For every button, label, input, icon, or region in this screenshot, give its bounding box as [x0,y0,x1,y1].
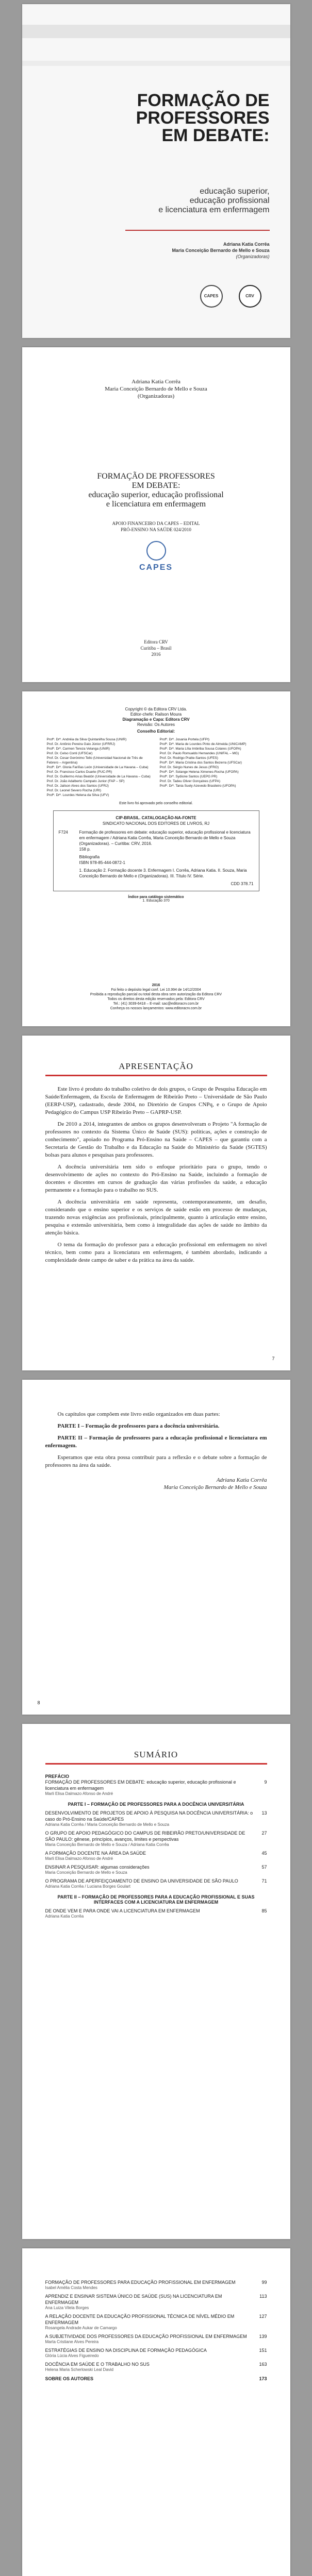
cip-bibliography: Bibliografia [79,855,100,859]
toc-entry-page: 45 [261,1851,267,1856]
cover-subtitle [158,187,269,215]
cover-title [136,92,270,144]
toc-entry-author: Adriana Katia Corrêa / Maria Conceição Bernardo de Mello e Souza [45,1822,170,1827]
title-page-author: Maria Conceição Bernardo de Mello e Souza [105,386,207,392]
toc-entry[interactable] [45,2333,267,2340]
cip-pages: 158 p. [79,847,91,852]
toc-entry[interactable] [45,1810,267,1822]
title-page-imprint [22,639,290,657]
toc-entry[interactable] [45,1779,267,1791]
cover-subtitle-line: educação profissional [189,196,270,205]
toc-entry-title: FORMAÇÃO DE PROFESSORES EM DEBATE: educação superior, educação profissional e licenciatura em enfermagem [45,1780,236,1791]
toc-entry-author: Marli Elisa Dalmazo Afonso de André [45,1791,113,1796]
council-member: Prof. Dr. Leonel Severo Rocha (URI) [46,789,101,792]
council-member: Profª. Drª. Solange Helena Ximenes-Rocha (UFOPA) [159,770,239,774]
capes-emblem-icon [146,541,166,561]
toc-continued-body [22,2248,290,2382]
footer-line: Proibida a reprodução parcial ou total desta obra sem autorização da Editora CRV [90,993,222,996]
presentation-continued-page [22,1380,290,1715]
cip-subtitle: SINDICATO NACIONAL DOS EDITORES DE LIVROS, RJ [102,821,210,826]
toc-entry-author: Isabel Amélia Costa Mendes [45,2285,97,2290]
toc-entry-page: 57 [261,1865,267,1870]
council-member: Profª. Drª. Maria Lília Imbiriba Sousa Colares (UFOPA) [159,747,241,751]
footer-line: Foi feito o depósito legal conf. Lei 10.994 de 14/12/2004 [111,988,201,992]
toc-entry[interactable] [45,2361,267,2367]
council-left-column [47,737,153,798]
cover-mid-stripe [22,61,290,66]
signatures [45,1477,267,1491]
title-page-role: (Organizadoras) [137,393,175,399]
toc-entry-title: FORMAÇÃO DE PROFESSORES PARA EDUCAÇÃO PROFISSIONAL EM ENFERMAGEM [45,2280,236,2285]
toc-entry-page: 113 [259,2294,267,2299]
signature: Maria Conceição Bernardo de Mello e Souza [163,1484,267,1490]
council-member: Prof. Dr. Jailson Alves dos Santos (UFRJ) [46,784,109,788]
cip-subjects: 1. Educação 2. Formação docente 3. Enfermagem I. Corrêa, Adriana Katia. II. Souza, Maria Conceição Bernardo de Mello e (Organizadoras). III. Título IV. Série. [79,868,247,878]
title-page-authors [22,378,290,400]
isbn: ISBN 978-85-444-0872-1 [79,860,125,865]
toc-entry-title: O GRUPO DE APOIO PEDAGÓGICO DO CAMPUS DE RIBEIRÃO PRETO/UNIVERSIDADE DE SÃO PAULO: gênese, princípios, avanços, limites e perspectivas [45,1831,245,1842]
toc-entry-title: A FORMAÇÃO DOCENTE NA ÁREA DA SAÚDE [45,1851,146,1856]
council-member: Prof. Dr. Francisco Carlos Duarte (PUC-PR) [46,770,112,774]
council-member: Prof. Dr. Cesar Gerónimo Tello (Universidad Nacional de Três de Febrero – Argentina) [46,756,143,765]
council-member: Profª. Drª. Tania Suely Azevedo Brasileiro (UFOPA) [159,784,236,788]
cover-top-stripe [22,25,290,38]
copyright-line: Editor-chefe: Railson Moura [130,712,182,717]
council-heading: Conselho Editorial: [137,729,175,734]
closing-paragraph: Esperamos que esta obra possa contribuir para a reflexão e o debate sobre a formação de professores na área da saúde. [45,1454,267,1468]
cover-author: Maria Conceição Bernardo de Mello e Souza [172,248,270,253]
footer-line: Conheça os nossos lançamentos: www.editoracrv.com.br [110,1007,202,1010]
cover-divider [125,230,270,231]
title-page-title [22,472,290,509]
cover-subtitle-line: educação superior, [200,187,270,196]
toc-entry-author: Rosangela Andrade Aukar de Camargo [45,2326,117,2330]
cdd: CDD 378.71 [231,882,254,886]
council-member: Prof. Dr. Paulo Romualdo Hernandes (UNIFAL – MG) [159,752,239,755]
toc-part-heading: PARTE I – FORMAÇÃO DE PROFESSORES PARA A DOCÊNCIA UNIVERSITÁRIA [68,1802,244,1807]
cover-role: (Organizadoras) [236,254,270,259]
cip-box [53,810,259,891]
toc-entry-author: Adriana Katia Corrêa [45,1914,84,1919]
toc-entry-page: 71 [261,1878,267,1884]
title-page-title-line: FORMAÇÃO DE PROFESSORES [97,472,215,481]
presentation-paragraph: O tema da formação do professor para a educação profissional em enfermagem no nível técnico, bem como para a licenciatura em enfermagem, é também abordado, indicando a complexidade deste campo de saber e da prática na área da saúde. [45,1242,267,1263]
toc-entry-author: Marli Elisa Dalmazo Afonso de André [45,1856,113,1861]
capes-wordmark: CAPES [139,563,173,572]
cover-subtitle-line: e licenciatura em enfermagem [158,206,270,214]
toc-page [22,1724,290,2239]
council-member: Prof. Dr. Guillermo Arias Beatón (Universidade de La Havana – Cuba) [46,775,151,778]
toc-entry-title: SOBRE OS AUTORES [45,2376,94,2381]
toc-entry-author: Adriana Katia Corrêa / Luciana Borges Goulart [45,1884,130,1889]
footer-year: 2016 [152,984,160,987]
presentation-paragraph: A docência universitária tem sido o enfoque prioritário para o grupo, tendo o desenvolvimento de ações no contexto do Pró-Ensino na Saúde, incluindo a formação de docentes e discentes em cursos de graduação das várias profissões da saúde, a educação permanente e a formação para o trabalho no SUS. [45,1164,267,1193]
presentation-continued-body [22,1380,290,1491]
part-two-line: PARTE II – Formação de professores para a educação profissional e licenciatura em enfermagem. [45,1435,267,1449]
council-member: Profª. Drª. Carmen Tereza Velanga (UNIR) [46,747,110,751]
title-page-title-line: educação superior, educação profissional [88,490,224,499]
council-member: Profª. Drª. Josania Portela (UFPI) [159,738,210,741]
toc-entry-author: Ana Luiza Vilela Borges [45,2306,89,2310]
toc-entry-page: 173 [259,2376,267,2381]
cover-page [22,4,290,338]
toc-entry-page: 27 [261,1831,267,1836]
index-title: Índice para catálogo sistemático [128,895,184,899]
capes-block [22,541,290,572]
legal-footer [22,983,290,1011]
preface-label: PREFÁCIO [45,1774,70,1779]
copyright-line: Revisão: Os Autores [137,722,175,727]
council-member: Prof. Dr. Sérgio Nunes de Jesus (IFRO) [159,766,219,769]
presentation-paragraph: A docência universitária em saúde representa, contemporaneamente, um desafio, considerando que o ensino superior e os serviços de saúde estão em processo de mudanças, trazendo novas exigências aos profissionais, principalmente, quanto à articulação entre ensino, pesquisa e extensão universitária, bem como à integralidade das ações de saúde no âmbito da atenção básica. [45,1199,267,1236]
crv-logo [239,285,261,308]
cover-title-line: FORMAÇÃO DE [137,91,270,110]
year: 2016 [151,652,161,657]
footer-line: Todos os direitos desta edição reservados pela: Editora CRV [107,997,205,1001]
presentation-heading: APRESENTAÇÃO [119,1061,193,1071]
copyright-line: Copyright © da Editora CRV Ltda. [125,707,187,711]
presentation-paragraph: Este livro é produto do trabalho coletivo de dois grupos, o Grupo de Pesquisa Educação em Saúde/Enfermagem, da Escola de Enfermagem de Ribeirão Preto – Universidade de São Paulo (EERP-USP), cadastrado, desde 2004, no Diretório de Grupos CNPq, e o Grupo de Apoio Pedagógico do Campus USP Ribeirão Preto – GAPRP-USP. [45,1086,267,1115]
council-member: Profª. Drª. Maria de Lourdes Pinto de Almeida (UNICAMP) [159,742,247,746]
toc-entry-author: Glória Lúcia Alves Figueiredo [45,2353,99,2358]
toc-entry-page: 163 [259,2362,267,2367]
copyright-page [22,691,290,1026]
council-member: Profª. Drª. Gloria Fariñas León (Universidade de La Havana – Cuba) [46,766,149,769]
title-page-title-line: e licenciatura em enfermagem [106,500,206,509]
toc-entry[interactable] [45,2293,267,2306]
presentation-paragraph: De 2010 a 2014, integrantes de ambos os grupos desenvolveram o Projeto "A formação de professores no contexto da Sistema Único de Saúde (SUS): políticas, ações e construção de conhecimento", apoiado no Programa Pró-Ensino na Saúde – CAPES – que garantiu com a Secretaria de Gestão do Trabalho e da Educação na Saúde do Ministério da Saúde (SGTES) bolsas para alunos e pesquisas para professores. [45,1121,267,1158]
title-page-title-line: EM DEBATE: [132,481,180,490]
toc-entry[interactable] [45,1878,267,1884]
city: Curitiba – Brasil [140,646,172,651]
toc-entry-author: Marta Cristiane Alves Pereira [45,2340,99,2344]
title-page-author: Adriana Katia Corrêa [132,379,180,385]
parts-intro: Os capítulos que compõem este livro estão organizados em duas partes: [57,1411,220,1417]
editorial-council [22,734,290,798]
copyright-header [22,707,290,734]
presentation-body [22,1076,290,1264]
toc-entry-page: 85 [261,1908,267,1913]
toc-entry-title: A SUBJETIVIDADE DOS PROFESSORES DA EDUCAÇÃO PROFISSIONAL EM ENFERMAGEM [45,2334,247,2339]
toc-continued-page [22,2248,290,2576]
toc-entry-page: 99 [261,2280,267,2285]
council-member: Profª. Drª. Sydione Santos (UEPG PR) [159,775,218,778]
toc-heading: SUMÁRIO [134,1750,178,1759]
toc-entry[interactable] [45,2347,267,2353]
cip-body: Formação de professores em debate: educação superior, educação profissional e licenciatura em enfermagem / Adriana Katia Corrêa, Maria Conceição Bernardo de Mello e Souza (Organizadoras). – Curitiba: CRV, 2016. [79,830,251,846]
title-page [22,347,290,682]
toc-entry[interactable] [45,2279,267,2285]
capes-logo [200,285,223,308]
approval-note: Este livro foi aprovado pelo conselho editorial. [119,802,193,805]
publisher: Editora CRV [144,639,168,645]
council-member: Prof. Dr. Celso Conti (UFSCar) [46,752,93,755]
index-item: 1. Educação 370 [142,899,170,903]
capes-logo-text: CAPES [204,294,219,298]
toc-entry[interactable] [45,1908,267,1914]
council-member: Prof. Dr. Antônio Pereira Gaio Júnior (UFRRJ) [46,742,116,746]
toc-entry-title: DOCÊNCIA EM SAÚDE E O TRABALHO NO SUS [45,2362,150,2367]
toc-entry-title: A RELAÇÃO DOCENTE DA EDUCAÇÃO PROFISSIONAL TÉCNICA DE NÍVEL MÉDIO EM ENFERMAGEM [45,2314,235,2325]
council-member: Prof. Dr. Tadeu Oliver Gonçalves (UFPA) [159,779,221,783]
toc-entry-page: 127 [259,2314,267,2319]
toc-entry-title: DE ONDE VEM E PARA ONDE VAI A LICENCIATURA EM ENFERMAGEM [45,1908,200,1913]
toc-entry-page: 151 [259,2348,267,2353]
cover-title-line: PROFESSORES [136,108,270,128]
toc-entry-page: 139 [259,2334,267,2339]
toc-entry-page: 13 [261,1810,267,1816]
cover-authors [172,241,269,260]
toc-entry-title: ESTRATÉGIAS DE ENSINO NA DISCIPLINA DE FORMAÇÃO PEDAGÓGICA [45,2348,207,2353]
page-number: 7 [272,1356,275,1361]
toc-part-heading: PARTE II – FORMAÇÃO DE PROFESSORES PARA A EDUCAÇÃO PROFISSIONAL E SUAS INTERFACES COM A LICENCIATURA EM ENFERMAGEM [57,1894,255,1905]
part-one-line: PARTE I – Formação de professores para a docência universitária. [57,1423,220,1429]
council-right-column [160,737,266,798]
toc-entry-author: Maria Conceição Bernardo de Mello e Souza [45,1870,127,1875]
toc-entry-title: O PROGRAMA DE APERFEIÇOAMENTO DE ENSINO DA UNIVERSIDADE DE SÃO PAULO [45,1878,238,1884]
council-member: Profª. Drª. Lourdes Helena da Silva (UFV) [46,793,109,797]
footer-line: Tel.: (41) 3039-6418 – E-mail: sac@editoracrv.com.br [113,1002,199,1006]
toc-entry-author: Maria Conceição Bernardo de Mello e Souza / Adriana Katia Corrêa [45,1842,169,1847]
cover-title-line: EM DEBATE: [161,126,270,145]
toc-body [22,1765,290,1919]
toc-entry[interactable] [45,1830,267,1842]
presentation-page [22,1036,290,1370]
support-line: PRÓ-ENSINO NA SAÚDE 024/2010 [121,527,191,532]
page-number: 8 [37,1700,40,1705]
signature: Adriana Katia Corrêa [216,1477,267,1483]
cip-code: F724 [58,830,68,835]
council-member: Prof. Dr. João Adalberto Campato Junior (FAP – SP) [46,779,125,783]
toc-entry-title: ENSINAR A PESQUISAR: algumas considerações [45,1865,150,1870]
council-member: Prof. Dr. Rodrigo Pratte-Santos (UFES) [159,756,218,760]
toc-entry-author: Helena Maria Scherlowski Leal David [45,2367,114,2372]
council-member: Profª. Drª. Andréia da Silva Quintanilha Sousa (UNIR) [46,738,127,741]
support-line: APOIO FINANCEIRO DA CAPES – EDITAL [112,521,200,526]
cover-author: Adriana Katia Corrêa [223,242,270,247]
crv-logo-text: CRV [245,294,254,298]
toc-entry[interactable] [45,1864,267,1870]
toc-entry-title: DESENVOLVIMENTO DE PROJETOS DE APOIO À PESQUISA NA DOCÊNCIA UNIVERSITÁRIA: o caso do Pró-Ensino na Saúde/CAPES [45,1810,253,1822]
toc-entry-title: APRENDIZ E ENSINAR SISTEMA ÚNICO DE SAÚDE (SUS) NA LICENCIATURA EM ENFERMAGEM [45,2294,222,2305]
copyright-line: Diagramação e Capa: Editora CRV [122,717,190,722]
cip-title: CIP-BRASIL. CATALOGAÇÃO-NA-FONTE [116,816,196,820]
toc-entry[interactable] [45,2376,267,2382]
title-page-support [22,520,290,533]
toc-entry-page: 9 [264,1780,267,1785]
cip-content [79,829,254,887]
toc-entry[interactable] [45,1850,267,1856]
cip-record [59,829,254,887]
toc-entry[interactable] [45,2313,267,2326]
council-member: Profª. Drª. Maria Cristina dos Santos Bezerra (UFSCar) [159,761,242,765]
